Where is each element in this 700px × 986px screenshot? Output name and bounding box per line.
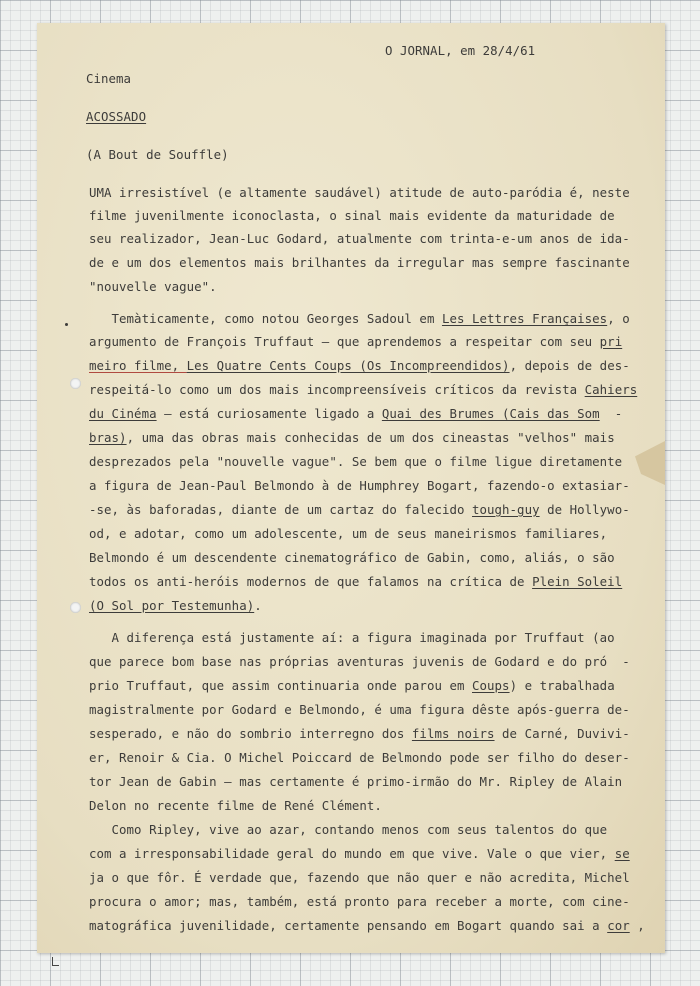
body-line <box>89 551 615 565</box>
body-line <box>89 407 622 421</box>
body-line <box>89 871 630 885</box>
body-text-run: cor <box>607 918 630 933</box>
article-title <box>86 110 146 124</box>
corner-mark <box>52 957 59 966</box>
body-line <box>89 823 607 837</box>
body-text-run: a figura de Jean-Paul Belmondo à de Humphrey Bogart, fazendo-o extasiar- <box>89 478 630 493</box>
body-line <box>89 256 630 270</box>
body-text-run: prio Truffaut, que assim continuaria onde parou em <box>89 678 472 693</box>
body-text-run: que parece bom base nas próprias aventuras juvenis de Godard e do pró - <box>89 654 630 669</box>
body-text-run: com a irresponsabilidade geral do mundo em que vive. Vale o que vier, <box>89 846 615 861</box>
body-text-run: , o <box>607 311 630 326</box>
body-text-run: Plein Soleil <box>532 574 623 589</box>
body-line <box>89 455 622 469</box>
body-text-run: Quai des Brumes (Cais das Som <box>381 406 600 421</box>
body-text-run: Cahiers <box>584 382 638 397</box>
body-text-run: de Carné, Duvivi- <box>494 726 630 741</box>
body-text-run: - <box>599 406 623 421</box>
article-subtitle: (A Bout de Souffle) <box>86 147 229 162</box>
body-text-run: Coups <box>472 678 510 693</box>
body-text-run: magistralmente por Godard e Belmondo, é uma figura dêste após-guerra de- <box>89 702 630 717</box>
body-text-run: sesperado, e não do sombrio interregno dos <box>89 726 412 741</box>
body-line <box>89 527 607 541</box>
body-line <box>89 679 615 693</box>
body-line <box>89 431 615 445</box>
body-text-run: , <box>629 918 645 933</box>
body-line <box>89 655 630 669</box>
body-line <box>89 631 615 645</box>
body-text-run: pri <box>599 334 623 349</box>
body-text-run: Delon no recente filme de René Clément. <box>89 798 382 813</box>
body-text-run: respeitá-lo como um dos mais incompreensíveis críticos da revista <box>89 382 585 397</box>
body-line <box>89 479 630 493</box>
body-text-run: todos os anti-heróis modernos de que falamos na crítica de <box>89 574 533 589</box>
body-text-run: er, Renoir & Cia. O Michel Poiccard de Belmondo pode ser filho do deser- <box>89 750 630 765</box>
body-line <box>89 186 630 200</box>
body-text-run: du Cinéma <box>89 406 157 421</box>
body-text-run: de Hollywo- <box>539 502 630 517</box>
body-text-run: procura o amor; mas, também, está pronto para receber a morte, com cine- <box>89 894 630 909</box>
body-text-run: , depois de des- <box>509 358 630 373</box>
body-text-run: tough-guy <box>472 502 540 517</box>
body-text-run: — está curiosamente ligado a <box>156 406 382 421</box>
body-line <box>89 359 630 373</box>
body-line <box>89 575 622 589</box>
margin-dot <box>65 323 68 326</box>
body-text-run: od, e adotar, como um adolescente, um de seus maneirismos familiares, <box>89 526 608 541</box>
body-text-run: ) e trabalhada <box>509 678 615 693</box>
body-text-run: Les Quatre Cents Coups (Os Incompreendidos) <box>186 358 510 373</box>
body-text-run: matográfica juvenilidade, certamente pensando em Bogart quando sai a <box>89 918 608 933</box>
body-text-run: meiro filme, <box>89 358 187 373</box>
body-text-run: filme juvenilmente iconoclasta, o sinal mais evidente da maturidade de <box>89 208 615 223</box>
body-text-run: UMA irresistível (e altamente saudável) atitude de auto-paródia é, neste <box>89 185 630 200</box>
body-text-run: -se, às baforadas, diante de um cartaz do falecido <box>89 502 472 517</box>
body-line <box>89 847 630 861</box>
body-line <box>89 751 630 765</box>
body-text-run: Belmondo é um descendente cinematográfico de Gabin, como, aliás, o são <box>89 550 615 565</box>
body-line <box>89 232 630 246</box>
body-text-run: films noirs <box>411 726 495 741</box>
header-source-date: O JORNAL, em 28/4/61 <box>385 43 536 58</box>
punch-hole-bottom <box>70 602 81 613</box>
body-line <box>89 383 637 397</box>
body-line <box>89 799 382 813</box>
body-line <box>89 599 262 613</box>
body-line <box>89 919 645 933</box>
body-line <box>89 312 630 326</box>
body-text-run: , uma das obras mais conhecidas de um dos cineastas "velhos" mais <box>126 430 615 445</box>
body-text-run: se <box>614 846 630 861</box>
article-title-text: ACOSSADO <box>86 109 147 124</box>
body-line <box>89 503 630 517</box>
body-line <box>89 895 630 909</box>
body-line <box>89 209 615 223</box>
body-text-run: . <box>254 598 262 613</box>
body-text-run: A diferença está justamente aí: a figura imaginada por Truffaut (ao <box>89 630 615 645</box>
torn-edge <box>635 441 665 485</box>
body-text-run: bras) <box>89 430 127 445</box>
body-text-run: Como Ripley, vive ao azar, contando menos com seus talentos do que <box>89 822 608 837</box>
punch-hole-top <box>70 378 81 389</box>
body-text-run: "nouvelle vague". <box>89 279 217 294</box>
body-line <box>89 280 217 294</box>
body-line <box>89 703 630 717</box>
body-text-run: seu realizador, Jean-Luc Godard, atualmente com trinta-e-um anos de ida- <box>89 231 630 246</box>
body-text-run: ja o que fôr. É verdade que, fazendo que não quer e não acredita, Michel <box>89 870 630 885</box>
body-line <box>89 727 630 741</box>
body-line <box>89 335 622 349</box>
body-text-run: (O Sol por Testemunha) <box>89 598 255 613</box>
body-text-run: argumento de François Truffaut — que aprendemos a respeitar com seu <box>89 334 600 349</box>
body-text-run: Les Lettres Françaises <box>441 311 608 326</box>
body-text-run: desprezados pela "nouvelle vague". Se bem que o filme ligue diretamente <box>89 454 623 469</box>
body-line <box>89 775 622 789</box>
body-text-run: tor Jean de Gabin — mas certamente é primo-irmão do Mr. Ripley de Alain <box>89 774 623 789</box>
body-text-run: Temàticamente, como notou Georges Sadoul em <box>89 311 442 326</box>
section-label: Cinema <box>86 71 132 86</box>
body-text-run: de e um dos elementos mais brilhantes da irregular mas sempre fascinante <box>89 255 630 270</box>
